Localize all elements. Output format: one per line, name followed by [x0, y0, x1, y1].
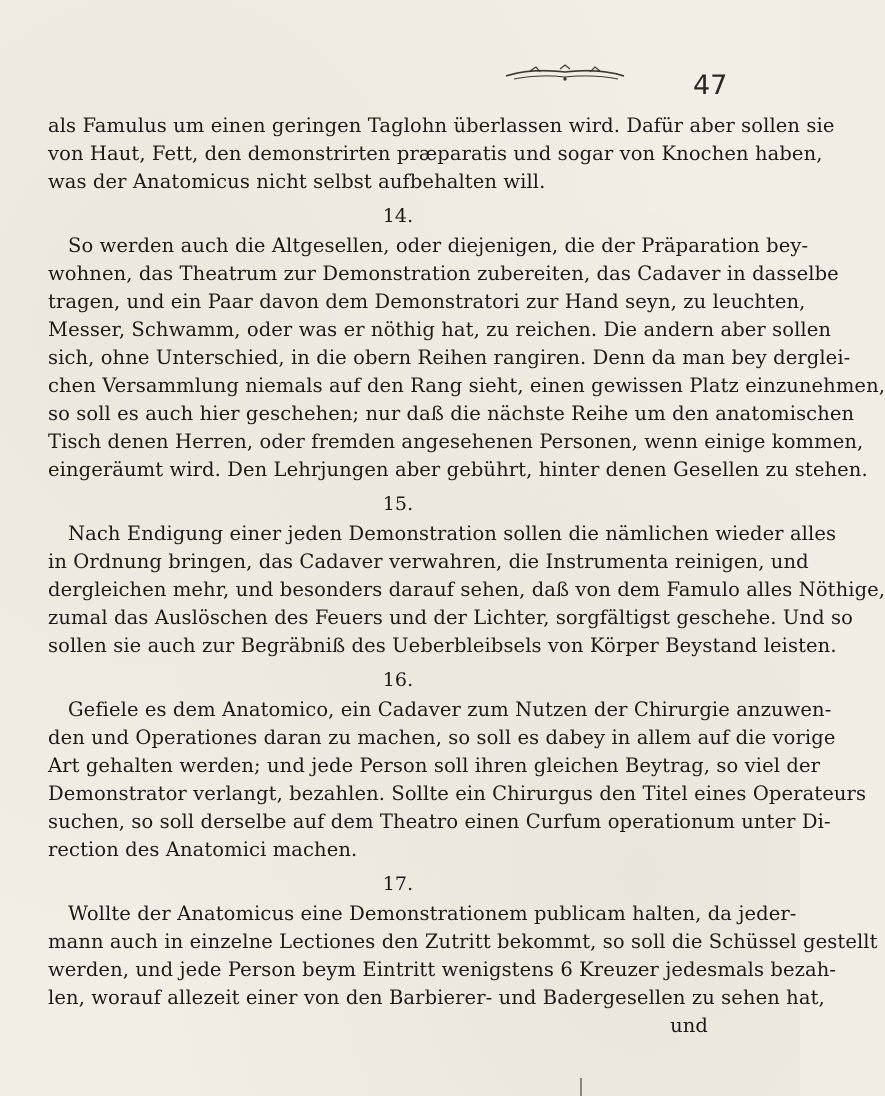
text-line: in Ordnung bringen, das Cadaver verwahren, die Instrumenta reinigen, und	[48, 550, 809, 573]
catchword: und	[670, 1014, 708, 1037]
text-line: rection des Anatomici machen.	[48, 838, 358, 861]
text-line: den und Operationes daran zu machen, so soll es dabey in allem auf die vorige	[48, 726, 836, 749]
text-line: was der Anatomicus nicht selbst aufbehalten will.	[48, 170, 546, 193]
text-line: Tisch denen Herren, oder fremden angesehenen Personen, wenn einige kommen,	[48, 430, 864, 453]
text-line: Messer, Schwamm, oder was er nöthig hat, zu reichen. Die andern aber sollen	[48, 318, 832, 341]
text-line: Art gehalten werden; und jede Person soll ihren gleichen Beytrag, so viel der	[48, 754, 821, 777]
paragraph-13-continued	[48, 112, 835, 196]
text-line: Wollte der Anatomicus eine Demonstrationem publicam halten, da jeder-	[68, 902, 797, 925]
paragraph-16	[48, 696, 867, 864]
text-line: sollen sie auch zur Begräbniß des Ueberbleibsels von Körper Beystand leisten.	[48, 634, 837, 657]
text-line: Nach Endigung einer jeden Demonstration sollen die nämlichen wieder alles	[68, 522, 837, 545]
text-line: suchen, so soll derselbe auf dem Theatro einen Curfum operationum unter Di-	[48, 810, 831, 833]
text-line: sich, ohne Unterschied, in die obern Reihen rangiren. Denn da man bey derglei-	[48, 346, 851, 369]
text-line: So werden auch die Altgesellen, oder diejenigen, die der Präparation bey-	[68, 234, 809, 257]
section-number: 15.	[382, 493, 414, 515]
page-number: 47	[693, 70, 728, 101]
text-line: von Haut, Fett, den demonstrirten præparatis und sogar von Knochen haben,	[48, 142, 823, 165]
text-line: wohnen, das Theatrum zur Demonstration zubereiten, das Cadaver in dasselbe	[48, 262, 839, 285]
body-text	[48, 112, 885, 1040]
text-line: so soll es auch hier geschehen; nur daß die nächste Reihe um den anatomischen	[48, 402, 855, 425]
text-line: als Famulus um einen geringen Taglohn überlassen wird. Dafür aber sollen sie	[48, 114, 835, 137]
text-line: len, worauf allezeit einer von den Barbierer- und Badergesellen zu sehen hat,	[48, 986, 825, 1009]
text-line: Demonstrator verlangt, bezahlen. Sollte ein Chirurgus den Titel eines Operateurs	[48, 782, 867, 805]
text-line: Gefiele es dem Anatomico, ein Cadaver zum Nutzen der Chirurgie anzuwen-	[68, 698, 832, 721]
paragraph-17	[48, 900, 878, 1040]
section-number: 16.	[382, 669, 414, 691]
printer-ornament-icon	[500, 64, 630, 86]
paragraph-15	[48, 520, 885, 660]
text-line: chen Versammlung niemals auf den Rang sieht, einen gewissen Platz einzunehmen,	[48, 374, 885, 397]
text-line: mann auch in einzelne Lectiones den Zutritt bekommt, so soll die Schüssel gestellt	[48, 930, 878, 953]
paragraph-14	[48, 232, 885, 484]
text-line: werden, und jede Person beym Eintritt wenigstens 6 Kreuzer jedesmals bezah-	[48, 958, 837, 981]
page-edge-mark	[580, 1078, 582, 1096]
section-number: 14.	[382, 205, 414, 227]
text-line: dergleichen mehr, und besonders darauf sehen, daß von dem Famulo alles Nöthige,	[48, 578, 885, 601]
section-number: 17.	[382, 873, 414, 895]
text-line: eingeräumt wird. Den Lehrjungen aber gebührt, hinter denen Gesellen zu stehen.	[48, 458, 868, 481]
text-line: zumal das Auslöschen des Feuers und der Lichter, sorgfältigst geschehe. Und so	[48, 606, 853, 629]
text-line: tragen, und ein Paar davon dem Demonstratori zur Hand seyn, zu leuchten,	[48, 290, 806, 313]
